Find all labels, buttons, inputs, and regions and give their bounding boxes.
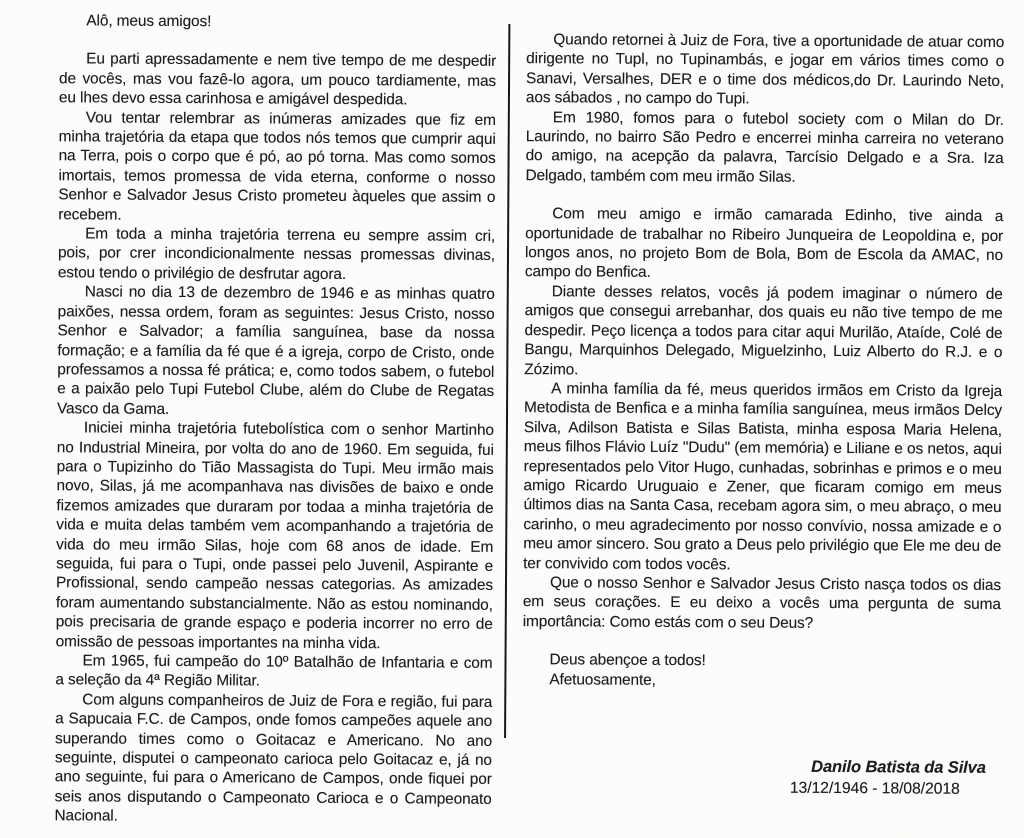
left-column-paragraphs (54, 50, 496, 829)
paragraph: Em 1965, fui campeão do 10º Batalhão de Infantaria e com a seleção da 4ª Região Militar. (55, 652, 493, 690)
signature-name: Danilo Batista da Silva (811, 757, 986, 777)
left-column (54, 11, 496, 828)
paragraph: A minha família da fé, meus queridos irmãos em Cristo da Igreja Metodista de Benfica e a minha família sanguínea, meus irmãos Delcy Silva, Adilson Batista e Silas Batista, minha esposa Maria Helena, meus filhos Flávio Luíz "Dudu" (em memória) e Liliane e os netos, aqui representados pelo Vitor Hugo, cunhadas, sobrinhas e primos e o meu amigo Ricardo Uruguaio e Zener, que ficaram comigo em meus últimos dias na Santa Casa, recebam agora sim, o meu abraço, o meu carinho, o meu agradecimento por nosso convívio, nossa amizade e o meu amor sincero. Sou grato a Deus pelo privilégio que Ele me deu de ter convivido com todos vocês. (523, 380, 1003, 573)
paragraph: Iniciei minha trajetória futebolística com o senhor Martinho no Industrial Mineira, por volta do ano de 1960. Em seguida, fui para o Tupizinho do Tião Massagista do Tupi. Meu irmão mais novo, Silas, já me acompanhava nas divisões de baixo e onde fizemos amizades que duraram por todaa a minha trajetória de vida e muita delas também vem acompanhando a trajetória de vida do meu irmão Silas, hoje com 68 anos de idade. Em seguida, fui para o Tupi, onde passei pelo Juvenil, Aspirante e Profissional, sendo campeão nessas categorias. As amizades foram aumentando substancialmente. Não as estou nominando, pois precisaria de grande espaço e poderia incorrer no erro de omissão de pessoas importantes na minha vida. (55, 419, 494, 652)
column-divider (504, 24, 510, 738)
paragraph: Deus abençoe a todos! (549, 651, 706, 670)
signature-dates: 13/12/1946 - 18/08/2018 (789, 779, 960, 798)
closing-lines (522, 650, 1000, 692)
paragraph: Vou tentar relembrar as inúmeras amizades que fiz em minha trajetória da etapa que todos nós temos que cumprir aqui na Terra, pois o corpo que é pó, ao pó torna. Mas como somos imortais, temos promessa de vida eterna, conforme o nosso Senhor e Salvador Jesus Cristo prometeu àqueles que assim o recebem. (58, 109, 496, 224)
paragraph: Eu parti apressadamente e nem tive tempo de me despedir de vocês, mas vou fazê-lo agora, um pouco tardiamente, mas eu lhes devo essa carinhosa e amigável despedida. (58, 50, 497, 109)
paragraph: Afetuosamente, (549, 670, 656, 689)
paragraph: Com alguns companheiros de Juiz de Fora e região, fui para a Sapucaia F.C. de Campos, onde fomos campeões aquele ano superando times como o Goitacaz e Americano. No ano seguinte, disputei o campeonato carioca pelo Goitacaz e, já no ano seguinte, fui para o Americano de Campos, onde fiquei por seis anos disputando o Campeonato Carioca e o Campeonato Nacional. (54, 691, 493, 825)
paragraph: Em toda a minha trajetória terrena eu sempre assim cri, pois, por crer incondicionalmente nessas promessas divinas, estou tendo o privilégio de desfrutar agora. (57, 225, 496, 283)
right-column (522, 30, 1005, 800)
paragraph: Nasci no dia 13 de dezembro de 1946 e as minhas quatro paixões, nessa ordem, foram as seguintes: Jesus Cristo, nosso Senhor e Salvador; a família sanguínea, base da nossa formação; e a família da fé que é a igreja, corpo de Cristo, onde professamos a nossa fé prática; e, como todos sabem, o futebol e a paixão pelo Tupi Futebol Clube, além do Clube de Regatas Vasco da Gama. (56, 283, 495, 418)
paragraph: Diante desses relatos, vocês já podem imaginar o número de amigos que consegui arrebanhar, dos quais eu não tive tempo de me despedir. Peço licença a todos para citar aqui Murilão, Ataíde, Colé de Bangu, Marquinhos Delegado, Miguelzinho, Luiz Alberto do R.J. e o Zózimo. (524, 283, 1003, 378)
right-column-paragraphs-top (525, 30, 1004, 188)
paragraph: Em 1980, fomos para o futebol society com o Milan do Dr. Laurindo, no bairro São Pedro e encerrei minha carreira no veterano do amigo, na acepção da palavra, Tarcísio Delgado e a Sra. Iza Delgado, também com meu irmão Silas. (525, 108, 1004, 186)
greeting-line: Alô, meus amigos! (86, 12, 212, 31)
paragraph: Quando retornei à Juiz de Fora, tive a oportunidade de atuar como dirigente no Tupl, no Tupinambás, e jogar em vários times como o Sanavi, Versalhes, DER e o time dos médicos,do Dr. Laurindo Neto, aos sábados , no campo do Tupi. (525, 31, 1005, 108)
paragraph: Que o nosso Senhor e Salvador Jesus Cristo nasça todos os dias em seus corações. E eu deixo a vocês uma pergunta de suma importância: Como estás com o seu Deus? (522, 574, 1002, 632)
signature-block (522, 755, 1000, 800)
right-column-paragraphs-main (523, 204, 1004, 634)
paragraph: Com meu amigo e irmão camarada Edinho, tive ainda a oportunidade de trabalhar no Ribeiro Junqueira de Leopoldina e, por longos anos, no projeto Bom de Bola, Bom de Escola da AMAC, no campo do Benfica. (524, 205, 1004, 282)
